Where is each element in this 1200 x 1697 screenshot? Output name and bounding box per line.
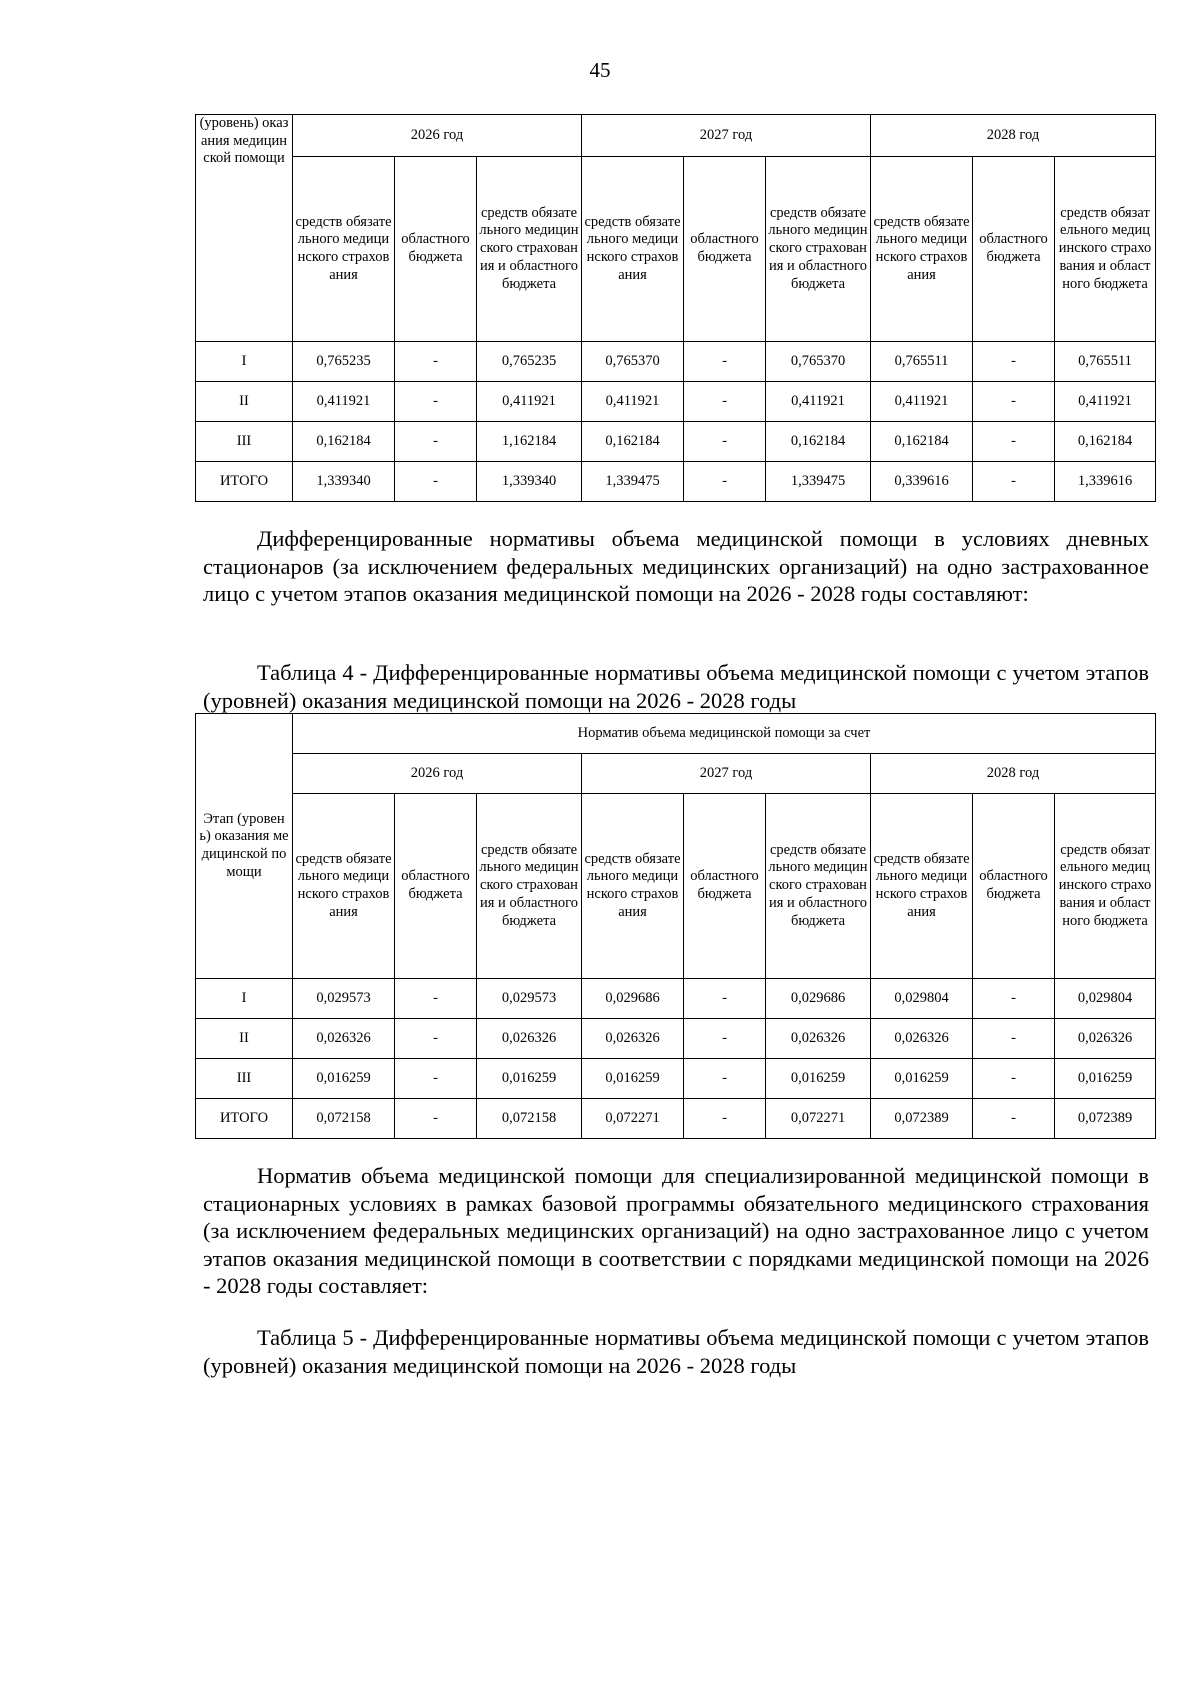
value-cell: 0,339616	[871, 462, 973, 502]
table-normatives-continued	[195, 114, 1156, 502]
subheader-oms-and-budget: средств обязательного медицинского страхования и областного бюджета	[1055, 157, 1156, 342]
value-cell: -	[973, 1099, 1055, 1139]
value-cell: -	[684, 1099, 766, 1139]
table-row	[196, 382, 1156, 422]
value-cell: 0,026326	[582, 1019, 684, 1059]
value-cell: 0,162184	[1055, 422, 1156, 462]
table-row	[196, 979, 1156, 1019]
subheader-oms-and-budget: средств обязательного медицинского страхования и областного бюджета	[477, 794, 582, 979]
subheader-oms: средств обязательного медицинского страхования	[293, 157, 395, 342]
value-cell: -	[395, 382, 477, 422]
value-cell: 0,162184	[293, 422, 395, 462]
value-cell: 0,029573	[477, 979, 582, 1019]
value-cell: 1,162184	[477, 422, 582, 462]
value-cell: 0,765511	[871, 342, 973, 382]
value-cell: -	[973, 1059, 1055, 1099]
value-cell: 1,339340	[477, 462, 582, 502]
value-cell: -	[973, 342, 1055, 382]
value-cell: 0,162184	[871, 422, 973, 462]
value-cell: 0,016259	[582, 1059, 684, 1099]
value-cell: -	[395, 1059, 477, 1099]
value-cell: -	[684, 382, 766, 422]
value-cell: 0,029573	[293, 979, 395, 1019]
value-cell: -	[684, 979, 766, 1019]
value-cell: 0,072271	[766, 1099, 871, 1139]
stage-header: Этап (уровень) оказания медицинской помощи	[196, 714, 293, 979]
year-header: 2026 год	[293, 115, 582, 157]
value-cell: -	[973, 462, 1055, 502]
value-cell: 0,029686	[766, 979, 871, 1019]
value-cell: 0,072158	[293, 1099, 395, 1139]
table-row	[196, 342, 1156, 382]
value-cell: -	[395, 342, 477, 382]
subheader-oms: средств обязательного медицинского страхования	[871, 794, 973, 979]
subheader-oms: средств обязательного медицинского страхования	[871, 157, 973, 342]
value-cell: 0,765235	[293, 342, 395, 382]
stage-label: II	[196, 1019, 293, 1059]
value-cell: -	[973, 422, 1055, 462]
subheader-oms: средств обязательного медицинского страхования	[293, 794, 395, 979]
table-4-caption: Таблица 4 - Дифференцированные нормативы объема медицинской помощи с учетом этапов (уровней) оказания медицинской помощи на 2026 - 2028 годы	[203, 660, 1149, 713]
value-cell: 0,411921	[871, 382, 973, 422]
value-cell: 0,072389	[1055, 1099, 1156, 1139]
year-header: 2028 год	[871, 115, 1156, 157]
paragraph-inpatient: Норматив объема медицинской помощи для специализированной медицинской помощи в стационарных условиях в рамках базовой программы обязательного медицинского страхования (за исключением федеральных медицинских организаций) на одно застрахованное лицо с учетом этапов оказания медицинской помощи в соответствии с порядками медицинской помощи на 2026 - 2028 годы составляет:	[203, 1163, 1149, 1298]
subheader-regional-budget: областного бюджета	[684, 794, 766, 979]
value-cell: 0,029686	[582, 979, 684, 1019]
value-cell: 0,016259	[293, 1059, 395, 1099]
value-cell: 0,765370	[766, 342, 871, 382]
value-cell: 1,339616	[1055, 462, 1156, 502]
year-header: 2026 год	[293, 754, 582, 794]
value-cell: -	[684, 1019, 766, 1059]
value-cell: 0,411921	[293, 382, 395, 422]
value-cell: 0,026326	[766, 1019, 871, 1059]
value-cell: 0,072389	[871, 1099, 973, 1139]
value-cell: -	[973, 382, 1055, 422]
stage-label: III	[196, 422, 293, 462]
year-header: 2027 год	[582, 754, 871, 794]
subheader-oms-and-budget: средств обязательного медицинского страхования и областного бюджета	[477, 157, 582, 342]
value-cell: 0,016259	[766, 1059, 871, 1099]
table-row	[196, 422, 1156, 462]
table-5-caption: Таблица 5 - Дифференцированные нормативы объема медицинской помощи с учетом этапов (уровней) оказания медицинской помощи на 2026 - 2028 годы	[203, 1325, 1149, 1378]
subheader-regional-budget: областного бюджета	[395, 794, 477, 979]
stage-label: I	[196, 342, 293, 382]
value-cell: -	[395, 979, 477, 1019]
table-row	[196, 1059, 1156, 1099]
value-cell: 0,026326	[293, 1019, 395, 1059]
subheader-regional-budget: областного бюджета	[973, 157, 1055, 342]
value-cell: -	[684, 1059, 766, 1099]
value-cell: -	[684, 422, 766, 462]
table-4	[195, 713, 1156, 1139]
value-cell: 0,411921	[766, 382, 871, 422]
value-cell: -	[395, 422, 477, 462]
value-cell: 0,162184	[582, 422, 684, 462]
value-cell: -	[684, 462, 766, 502]
year-header: 2028 год	[871, 754, 1156, 794]
subheader-regional-budget: областного бюджета	[684, 157, 766, 342]
value-cell: 0,016259	[1055, 1059, 1156, 1099]
value-cell: 0,016259	[477, 1059, 582, 1099]
value-cell: -	[973, 979, 1055, 1019]
stage-label: ИТОГО	[196, 462, 293, 502]
value-cell: 0,026326	[871, 1019, 973, 1059]
value-cell: 0,411921	[477, 382, 582, 422]
value-cell: 0,016259	[871, 1059, 973, 1099]
value-cell: 0,765511	[1055, 342, 1156, 382]
stage-label: III	[196, 1059, 293, 1099]
value-cell: -	[684, 342, 766, 382]
stage-label: I	[196, 979, 293, 1019]
stage-header: (уровень) оказания медицинской помощи	[196, 115, 293, 342]
value-cell: 0,026326	[477, 1019, 582, 1059]
table-row-total	[196, 462, 1156, 502]
page-number: 45	[589, 58, 611, 82]
group-header: Норматив объема медицинской помощи за счет	[293, 714, 1156, 754]
value-cell: 0,411921	[1055, 382, 1156, 422]
subheader-oms-and-budget: средств обязательного медицинского страхования и областного бюджета	[766, 794, 871, 979]
value-cell: 0,072158	[477, 1099, 582, 1139]
value-cell: 1,339475	[766, 462, 871, 502]
value-cell: 0,765235	[477, 342, 582, 382]
value-cell: -	[395, 1019, 477, 1059]
paragraph-day-hospitals: Дифференцированные нормативы объема медицинской помощи в условиях дневных стационаров (за исключением федеральных медицинских организаций) на одно застрахованное лицо с учетом этапов оказания медицинской помощи на 2026 - 2028 годы составляют:	[203, 526, 1149, 606]
subheader-regional-budget: областного бюджета	[395, 157, 477, 342]
stage-label: II	[196, 382, 293, 422]
year-header: 2027 год	[582, 115, 871, 157]
subheader-oms: средств обязательного медицинского страхования	[582, 157, 684, 342]
subheader-oms-and-budget: средств обязательного медицинского страхования и областного бюджета	[1055, 794, 1156, 979]
value-cell: 0,765370	[582, 342, 684, 382]
value-cell: 0,411921	[582, 382, 684, 422]
table-row-total	[196, 1099, 1156, 1139]
table-row	[196, 1019, 1156, 1059]
value-cell: 0,072271	[582, 1099, 684, 1139]
value-cell: 0,029804	[871, 979, 973, 1019]
value-cell: -	[395, 1099, 477, 1139]
value-cell: 1,339475	[582, 462, 684, 502]
value-cell: -	[973, 1019, 1055, 1059]
subheader-oms-and-budget: средств обязательного медицинского страхования и областного бюджета	[766, 157, 871, 342]
value-cell: -	[395, 462, 477, 502]
subheader-oms: средств обязательного медицинского страхования	[582, 794, 684, 979]
value-cell: 0,026326	[1055, 1019, 1156, 1059]
subheader-regional-budget: областного бюджета	[973, 794, 1055, 979]
stage-label: ИТОГО	[196, 1099, 293, 1139]
value-cell: 0,162184	[766, 422, 871, 462]
value-cell: 0,029804	[1055, 979, 1156, 1019]
value-cell: 1,339340	[293, 462, 395, 502]
